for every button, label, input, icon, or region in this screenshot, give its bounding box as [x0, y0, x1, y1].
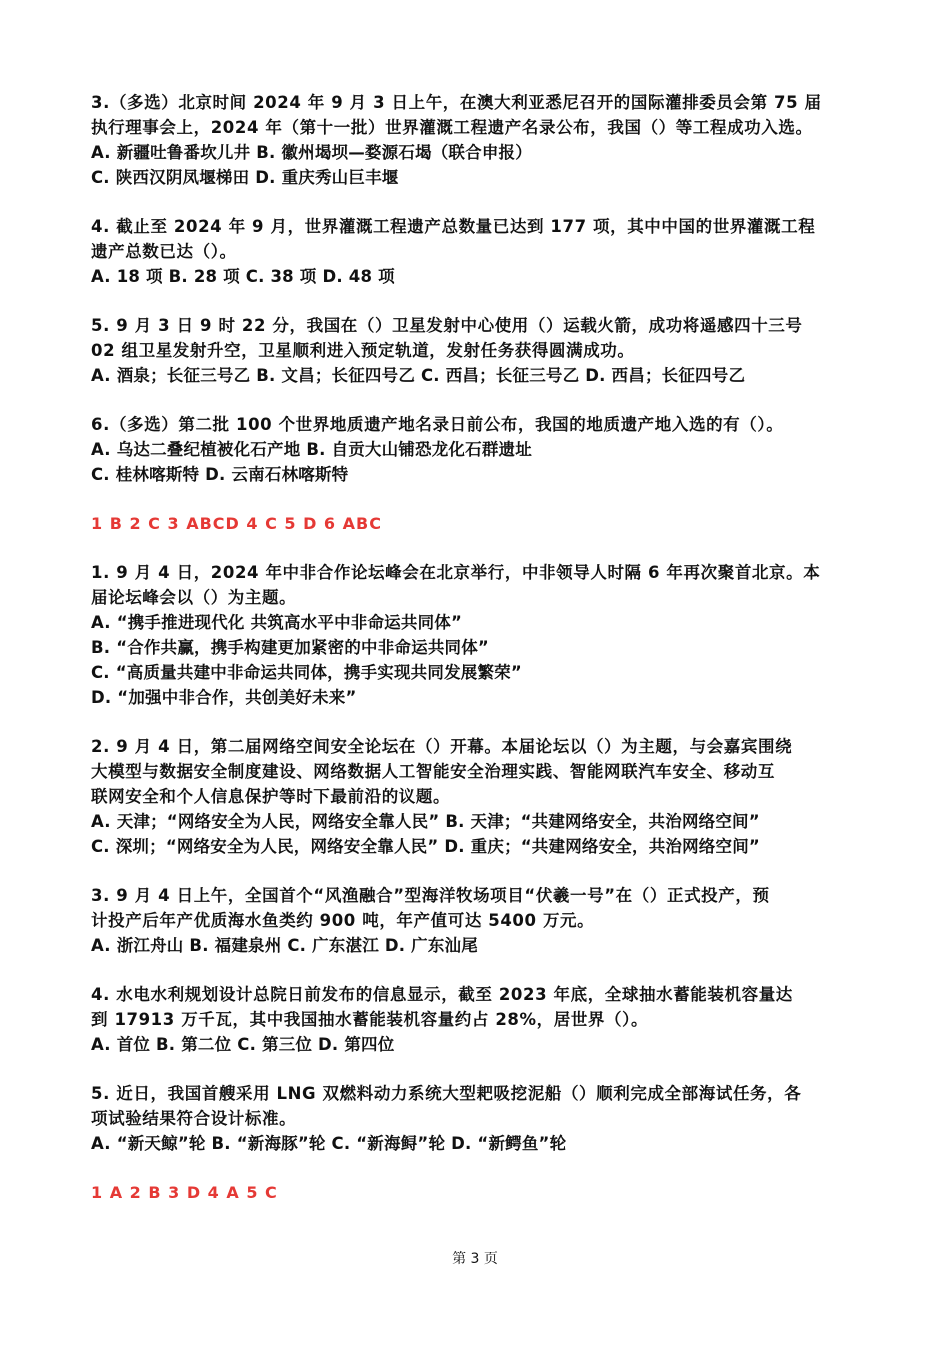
question-stem-line: 4. 水电水利规划设计总院日前发布的信息显示，截至 2023 年底，全球抽水蓄能装机容量达: [91, 985, 793, 1004]
question-g1-q3: [91, 90, 866, 190]
answer-key-group1: 1 B 2 C 3 ABCD 4 C 5 D 6 ABC: [91, 514, 382, 533]
question-options-line: B. “合作共赢，携手构建更加紧密的中非命运共同体”: [91, 638, 489, 657]
question-options-line: A. 浙江舟山 B. 福建泉州 C. 广东湛江 D. 广东汕尾: [91, 936, 478, 955]
question-stem-line: 联网安全和个人信息保护等时下最前沿的议题。: [91, 787, 451, 806]
question-stem-line: 执行理事会上，2024 年（第十一批）世界灌溉工程遗产名录公布，我国（）等工程成功入选。: [91, 118, 813, 137]
question-stem-line: 3. 9 月 4 日上午，全国首个“风渔融合”型海洋牧场项目“伏羲一号”在（）正式投产，预: [91, 886, 770, 905]
question-g1-q6: [91, 412, 866, 487]
question-options-line: A. 酒泉；长征三号乙 B. 文昌；长征四号乙 C. 西昌；长征三号乙 D. 西昌；长征四号乙: [91, 366, 746, 385]
question-g2-q2: [91, 734, 866, 859]
question-g1-q5: [91, 313, 866, 388]
question-stem-line: 遗产总数已达（）。: [91, 242, 237, 261]
question-stem-line: 2. 9 月 4 日，第二届网络空间安全论坛在（）开幕。本届论坛以（）为主题，与会嘉宾围绕: [91, 737, 793, 756]
page-number: 第 3 页: [452, 1251, 498, 1267]
question-stem-line: 计投产后年产优质海水鱼类约 900 吨，年产值可达 5400 万元。: [91, 911, 595, 930]
question-g2-q3: [91, 883, 866, 958]
question-options-line: A. 天津；“网络安全为人民，网络安全靠人民” B. 天津；“共建网络安全，共治网络空间”: [91, 812, 760, 831]
question-options-line: D. “加强中非合作，共创美好未来”: [91, 688, 357, 707]
question-stem-line: 项试验结果符合设计标准。: [91, 1109, 297, 1128]
question-options-line: C. 桂林喀斯特 D. 云南石林喀斯特: [91, 465, 349, 484]
question-options-line: A. 首位 B. 第二位 C. 第三位 D. 第四位: [91, 1035, 395, 1054]
question-options-line: A. 18 项 B. 28 项 C. 38 项 D. 48 项: [91, 267, 395, 286]
question-options-line: C. 深圳；“网络安全为人民，网络安全靠人民” D. 重庆；“共建网络安全，共治网络空间”: [91, 837, 760, 856]
question-stem-line: 5. 9 月 3 日 9 时 22 分，我国在（）卫星发射中心使用（）运载火箭，成功将遥感四十三号: [91, 316, 803, 335]
question-options-line: C. “高质量共建中非命运共同体，携手实现共同发展繁荣”: [91, 663, 522, 682]
question-options-line: A. “新天鲸”轮 B. “新海豚”轮 C. “新海鲟”轮 D. “新鳄鱼”轮: [91, 1134, 567, 1153]
question-stem-line: 届论坛峰会以（）为主题。: [91, 588, 297, 607]
question-stem-line: 5. 近日，我国首艘采用 LNG 双燃料动力系统大型耙吸挖泥船（）顺利完成全部海试任务，各: [91, 1084, 802, 1103]
question-g2-q5: [91, 1081, 866, 1156]
question-options-line: A. 乌达二叠纪植被化石产地 B. 自贡大山铺恐龙化石群遗址: [91, 440, 532, 459]
question-g2-q1: [91, 560, 866, 710]
question-options-line: A. “携手推进现代化 共筑高水平中非命运共同体”: [91, 613, 463, 632]
question-stem-line: 6.（多选）第二批 100 个世界地质遗产地名录日前公布，我国的地质遗产地入选的有（）。: [91, 415, 784, 434]
question-options-line: C. 陕西汉阴凤堰梯田 D. 重庆秀山巨丰堰: [91, 168, 399, 187]
answer-key-group2: 1 A 2 B 3 D 4 A 5 C: [91, 1183, 278, 1202]
question-stem-line: 02 组卫星发射升空，卫星顺利进入预定轨道，发射任务获得圆满成功。: [91, 341, 635, 360]
question-stem-line: 4. 截止至 2024 年 9 月，世界灌溉工程遗产总数量已达到 177 项，其中中国的世界灌溉工程: [91, 217, 816, 236]
question-stem-line: 大模型与数据安全制度建设、网络数据人工智能安全治理实践、智能网联汽车安全、移动互: [91, 762, 775, 781]
page-content: [91, 90, 866, 1229]
question-options-line: A. 新疆吐鲁番坎儿井 B. 徽州堨坝—婺源石堨（联合申报）: [91, 143, 532, 162]
question-g2-q4: [91, 982, 866, 1057]
question-stem-line: 到 17913 万千瓦，其中我国抽水蓄能装机容量约占 28%，居世界（）。: [91, 1010, 649, 1029]
question-stem-line: 3.（多选）北京时间 2024 年 9 月 3 日上午，在澳大利亚悉尼召开的国际灌排委员会第 75 届: [91, 93, 822, 112]
question-stem-line: 1. 9 月 4 日，2024 年中非合作论坛峰会在北京举行，中非领导人时隔 6 年再次聚首北京。本: [91, 563, 821, 582]
question-g1-q4: [91, 214, 866, 289]
